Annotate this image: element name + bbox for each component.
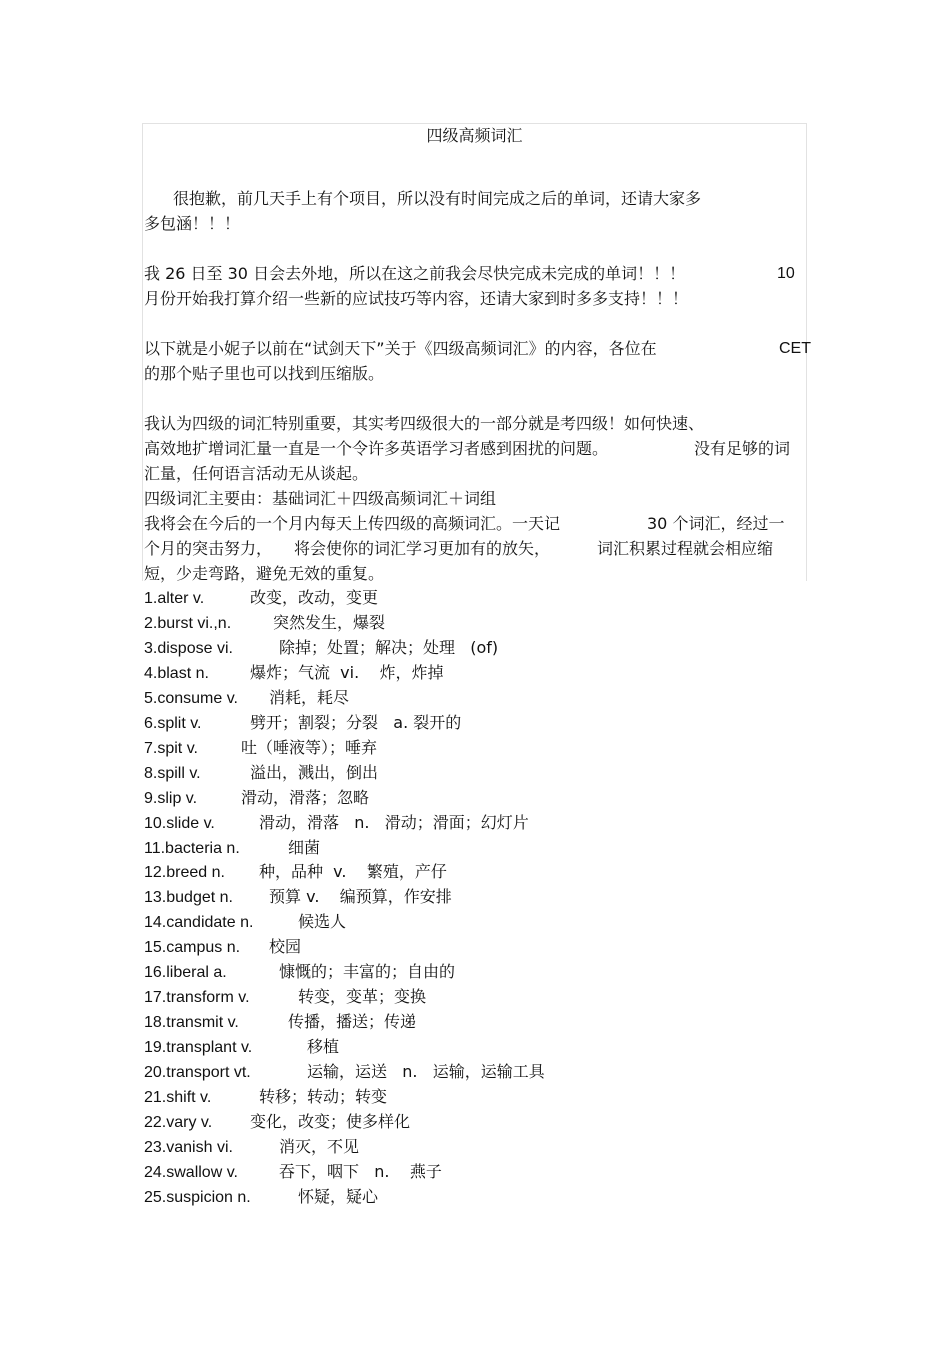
word-term: 20.transport vt. [144, 1064, 251, 1081]
word-definition: 溢出，溅出，倒出 [250, 763, 379, 782]
word-term: 17.transform v. [144, 989, 250, 1006]
list-item [144, 1112, 411, 1133]
word-term: 15.campus n. [144, 939, 241, 956]
word-definition: 转移；转动；转变 [259, 1087, 388, 1106]
word-definition: 吐（唾液等）；唾弃 [241, 738, 378, 757]
word-term: 12.breed n. [144, 864, 225, 881]
list-item [144, 1012, 417, 1033]
word-term: 5.consume v. [144, 690, 238, 707]
list-item [144, 838, 321, 859]
list-item [144, 813, 529, 834]
document-title: 四级高频词汇 [426, 126, 523, 145]
word-term: 10.slide v. [144, 815, 215, 832]
word-term: 14.candidate n. [144, 914, 254, 931]
intro-p3-line1-right: CET [779, 340, 811, 357]
list-item [144, 688, 350, 709]
list-item [144, 912, 347, 933]
word-definition: 滑动，滑落；忽略 [241, 788, 370, 807]
list-item [144, 1187, 379, 1208]
word-term: 19.transplant v. [144, 1039, 253, 1056]
list-item [144, 638, 499, 659]
intro-p4-line1: 我认为四级的词汇特别重要，其实考四级很大的一部分就是考四级！如何快速、 [144, 414, 705, 433]
intro-p4-line2-right: 没有足够的词 [694, 439, 791, 458]
list-item [144, 1162, 442, 1183]
intro-p4-line6a: 个月的突击努力， [144, 539, 273, 558]
list-item [144, 987, 427, 1008]
list-item [144, 1062, 545, 1083]
word-term: 9.slip v. [144, 790, 198, 807]
word-definition: 滑动，滑落 n. 滑动；滑面；幻灯片 [259, 813, 529, 832]
word-term: 21.shift v. [144, 1089, 212, 1106]
word-definition: 运输，运送 n. 运输，运输工具 [307, 1062, 545, 1081]
word-term: 22.vary v. [144, 1114, 213, 1131]
list-item [144, 937, 302, 958]
word-term: 6.split v. [144, 715, 202, 732]
word-term: 1.alter v. [144, 590, 205, 607]
list-item [144, 887, 452, 908]
word-definition: 预算 v. 编预算，作安排 [269, 887, 452, 906]
word-definition: 细菌 [288, 838, 321, 857]
word-definition: 种，品种 v. 繁殖，产仔 [259, 862, 447, 881]
word-term: 25.suspicion n. [144, 1189, 251, 1206]
intro-p4-line5a: 我将会在今后的一个月内每天上传四级的高频词汇。一天记 [144, 514, 561, 533]
word-term: 18.transmit v. [144, 1014, 239, 1031]
intro-p4-line7: 短，少走弯路，避免无效的重复。 [144, 564, 385, 583]
word-term: 3.dispose vi. [144, 640, 233, 657]
intro-p3-line1: 以下就是小妮子以前在“试剑天下”关于《四级高频词汇》的内容，各位在 [144, 339, 657, 358]
list-item [144, 1137, 360, 1158]
word-definition: 移植 [307, 1037, 340, 1056]
word-definition: 消耗，耗尽 [269, 688, 350, 707]
word-definition: 爆炸；气流 vi. 炸，炸掉 [250, 663, 444, 682]
word-term: 2.burst vi.,n. [144, 615, 232, 632]
word-definition: 传播，播送；传递 [288, 1012, 417, 1031]
intro-p1-line2: 多包涵！！！ [144, 214, 241, 233]
list-item [144, 588, 379, 609]
word-definition: 吞下，咽下 n. 燕子 [279, 1162, 442, 1181]
intro-p4-line6c: 词汇积累过程就会相应缩 [597, 539, 774, 558]
word-term: 13.budget n. [144, 889, 233, 906]
word-term: 11.bacteria n. [144, 840, 240, 857]
word-definition: 变化，改变；使多样化 [250, 1112, 411, 1131]
word-definition: 改变，改动，变更 [250, 588, 379, 607]
word-term: 4.blast n. [144, 665, 209, 682]
word-definition: 校园 [269, 937, 302, 956]
word-definition: 候选人 [298, 912, 347, 931]
intro-p3-line2: 的那个贴子里也可以找到压缩版。 [144, 364, 385, 383]
intro-p4-line6b: 将会使你的词汇学习更加有的放矢， [294, 539, 551, 558]
intro-p1-line1: 很抱歉，前几天手上有个项目，所以没有时间完成之后的单词，还请大家多 [173, 189, 702, 208]
word-definition: 劈开；割裂；分裂 a. 裂开的 [250, 713, 462, 732]
intro-p2-line1: 我 26 日至 30 日会去外地，所以在这之前我会尽快完成未完成的单词！！！ [144, 264, 686, 283]
word-definition: 转变，变革；变换 [298, 987, 427, 1006]
word-definition: 突然发生，爆裂 [273, 613, 386, 632]
word-definition: 消灭，不见 [279, 1137, 360, 1156]
word-term: 7.spit v. [144, 740, 198, 757]
list-item [144, 1037, 340, 1058]
word-term: 24.swallow v. [144, 1164, 238, 1181]
intro-p2-line1-right: 10 [777, 265, 795, 282]
list-item [144, 788, 370, 809]
intro-p4-line3: 汇量，任何语言活动无从谈起。 [144, 464, 369, 483]
list-item [144, 663, 444, 684]
list-item [144, 962, 456, 983]
list-item [144, 1087, 388, 1108]
intro-p4-line4: 四级词汇主要由：基础词汇＋四级高频词汇＋词组 [144, 489, 497, 508]
list-item [144, 763, 379, 784]
word-term: 23.vanish vi. [144, 1139, 233, 1156]
intro-p4-line5b: 30 个词汇，经过一 [647, 514, 785, 533]
word-term: 16.liberal a. [144, 964, 227, 981]
word-definition: 慷慨的；丰富的；自由的 [279, 962, 456, 981]
intro-p4-line2: 高效地扩增词汇量一直是一个令许多英语学习者感到困扰的问题。 [144, 439, 609, 458]
word-term: 8.spill v. [144, 765, 201, 782]
intro-p2-line2: 月份开始我打算介绍一些新的应试技巧等内容，还请大家到时多多支持！！！ [144, 289, 689, 308]
word-definition: 除掉；处置；解决；处理 (of) [279, 638, 499, 657]
list-item [144, 862, 447, 883]
list-item [144, 713, 462, 734]
list-item [144, 613, 386, 634]
list-item [144, 738, 378, 759]
word-definition: 怀疑，疑心 [298, 1187, 379, 1206]
